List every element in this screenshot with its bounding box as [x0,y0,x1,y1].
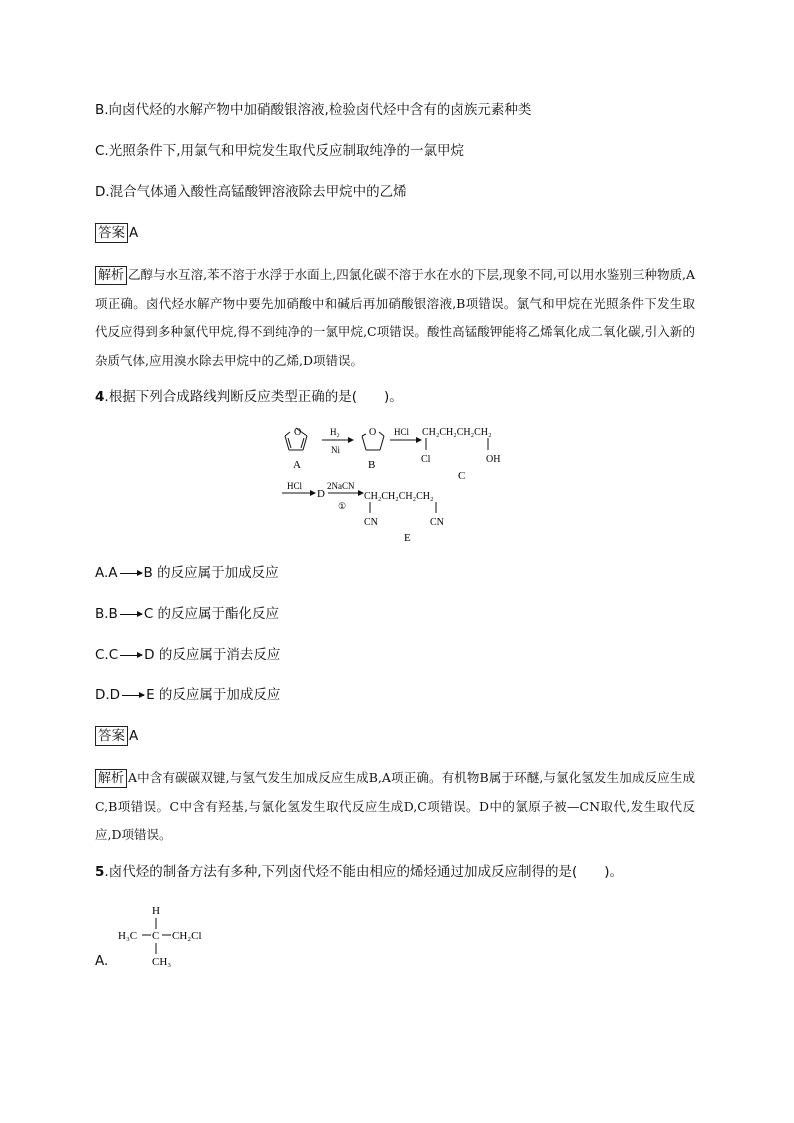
q3-option-d: D.混合气体通入酸性高锰酸钾溶液除去甲烷中的乙烯 [95,184,407,200]
reagent-hcl-2: HCl [287,481,303,491]
option-post: B 的反应属于加成反应 [143,565,279,581]
q4-option-b [95,604,279,624]
reagent-ni: Ni [331,445,340,455]
q4-option-c [95,645,280,665]
compound-e-chain: CH₂CH₂CH₂CH₂ [364,491,434,502]
question-stem: .根据下列合成路线判断反应类型正确的是( )。 [104,389,403,405]
question-number: 5 [95,864,105,880]
answer-value: A [129,225,139,241]
struct-right: CH₂Cl [172,930,202,942]
reaction-arrow-icon [120,655,142,656]
question-stem: .卤代烃的制备方法有多种,下列卤代烃不能由相应的烯烃通过加成反应制得的是( )。 [104,864,624,880]
analysis-text: 乙醇与水互溶,苯不溶于水浮于水面上,四氯化碳不溶于水在水的下层,现象不同,可以用水鉴别三种物质,A项正确。卤代烃水解产物中要先加硝酸中和碱后再加硝酸银溶液,B项错误。氯气和甲烷在光照条件下发生取代反应得到多种氯代甲烷,得不到纯净的一氯甲烷,C项错误。酸性高锰酸钾能将乙烯氧化成二氧化碳,引入新的杂质气体,应用溴水除去甲烷中的乙烯,D项错误。 [95,267,695,368]
option-pre: C.C [95,647,119,663]
q4-option-a [95,563,279,583]
compound-c-cl: Cl [421,454,431,465]
q4-stem [95,387,403,407]
reaction-arrow-icon [122,695,144,696]
label-b: B [368,459,376,471]
option-pre: B.B [95,606,118,622]
struct-bottom: CH₃ [152,956,172,968]
struct-center: C [152,930,160,942]
label-a: A [293,459,301,471]
option-post: C 的反应属于酯化反应 [143,606,280,622]
reagent-nacn: 2NaCN [327,481,355,491]
compound-c-oh: OH [486,454,501,465]
q3-answer [95,223,138,243]
reagent-step-mark: ① [338,501,347,511]
furan-oxygen: O [294,427,302,438]
option-post: D 的反应属于消去反应 [144,647,281,663]
label-c: C [458,470,466,482]
synthesis-route-diagram [270,420,530,545]
option-post: E 的反应属于加成反应 [146,687,281,703]
reaction-arrow-icon [120,573,142,574]
label-d: D [317,488,325,500]
answer-tag: 答案 [95,223,128,243]
reaction-arrow-icon [120,614,142,615]
answer-tag: 答案 [95,726,128,746]
q4-analysis [95,764,695,850]
compound-c-chain: CH₂CH₂CH₂CH₂ [422,427,492,438]
q3-analysis [95,261,695,375]
label-e: E [404,532,411,544]
question-number: 4 [95,389,105,405]
reagent-hcl-1: HCl [394,427,410,437]
q5-option-a-label: A. [95,953,109,969]
struct-top-h: H [152,905,160,917]
analysis-tag: 解析 [95,266,127,285]
thf-oxygen: O [369,427,377,438]
option-pre: D.D [95,687,121,703]
compound-e-cn-right: CN [430,517,444,528]
q4-option-d [95,685,280,705]
answer-value: A [129,728,139,744]
reagent-h2: H₂ [330,427,340,437]
q5-option-a-structure [112,898,222,973]
q3-option-b: B.向卤代烃的水解产物中加硝酸银溶液,检验卤代烃中含有的卤族元素种类 [95,102,532,118]
option-pre: A.A [95,565,118,581]
q3-option-c: C.光照条件下,用氯气和甲烷发生取代反应制取纯净的一氯甲烷 [95,143,465,159]
q4-answer [95,726,138,746]
analysis-tag: 解析 [95,769,127,788]
struct-left: H₃C [118,930,138,942]
analysis-text: A中含有碳碳双键,与氢气发生加成反应生成B,A项正确。有机物B属于环醚,与氯化氢发生加成反应生成C,B项错误。C中含有羟基,与氯化氢发生取代反应生成D,C项错误。D中的氯原子被—CN取代,发生取代反应,D项错误。 [95,770,695,842]
q5-stem [95,862,623,882]
compound-e-cn-left: CN [364,517,378,528]
